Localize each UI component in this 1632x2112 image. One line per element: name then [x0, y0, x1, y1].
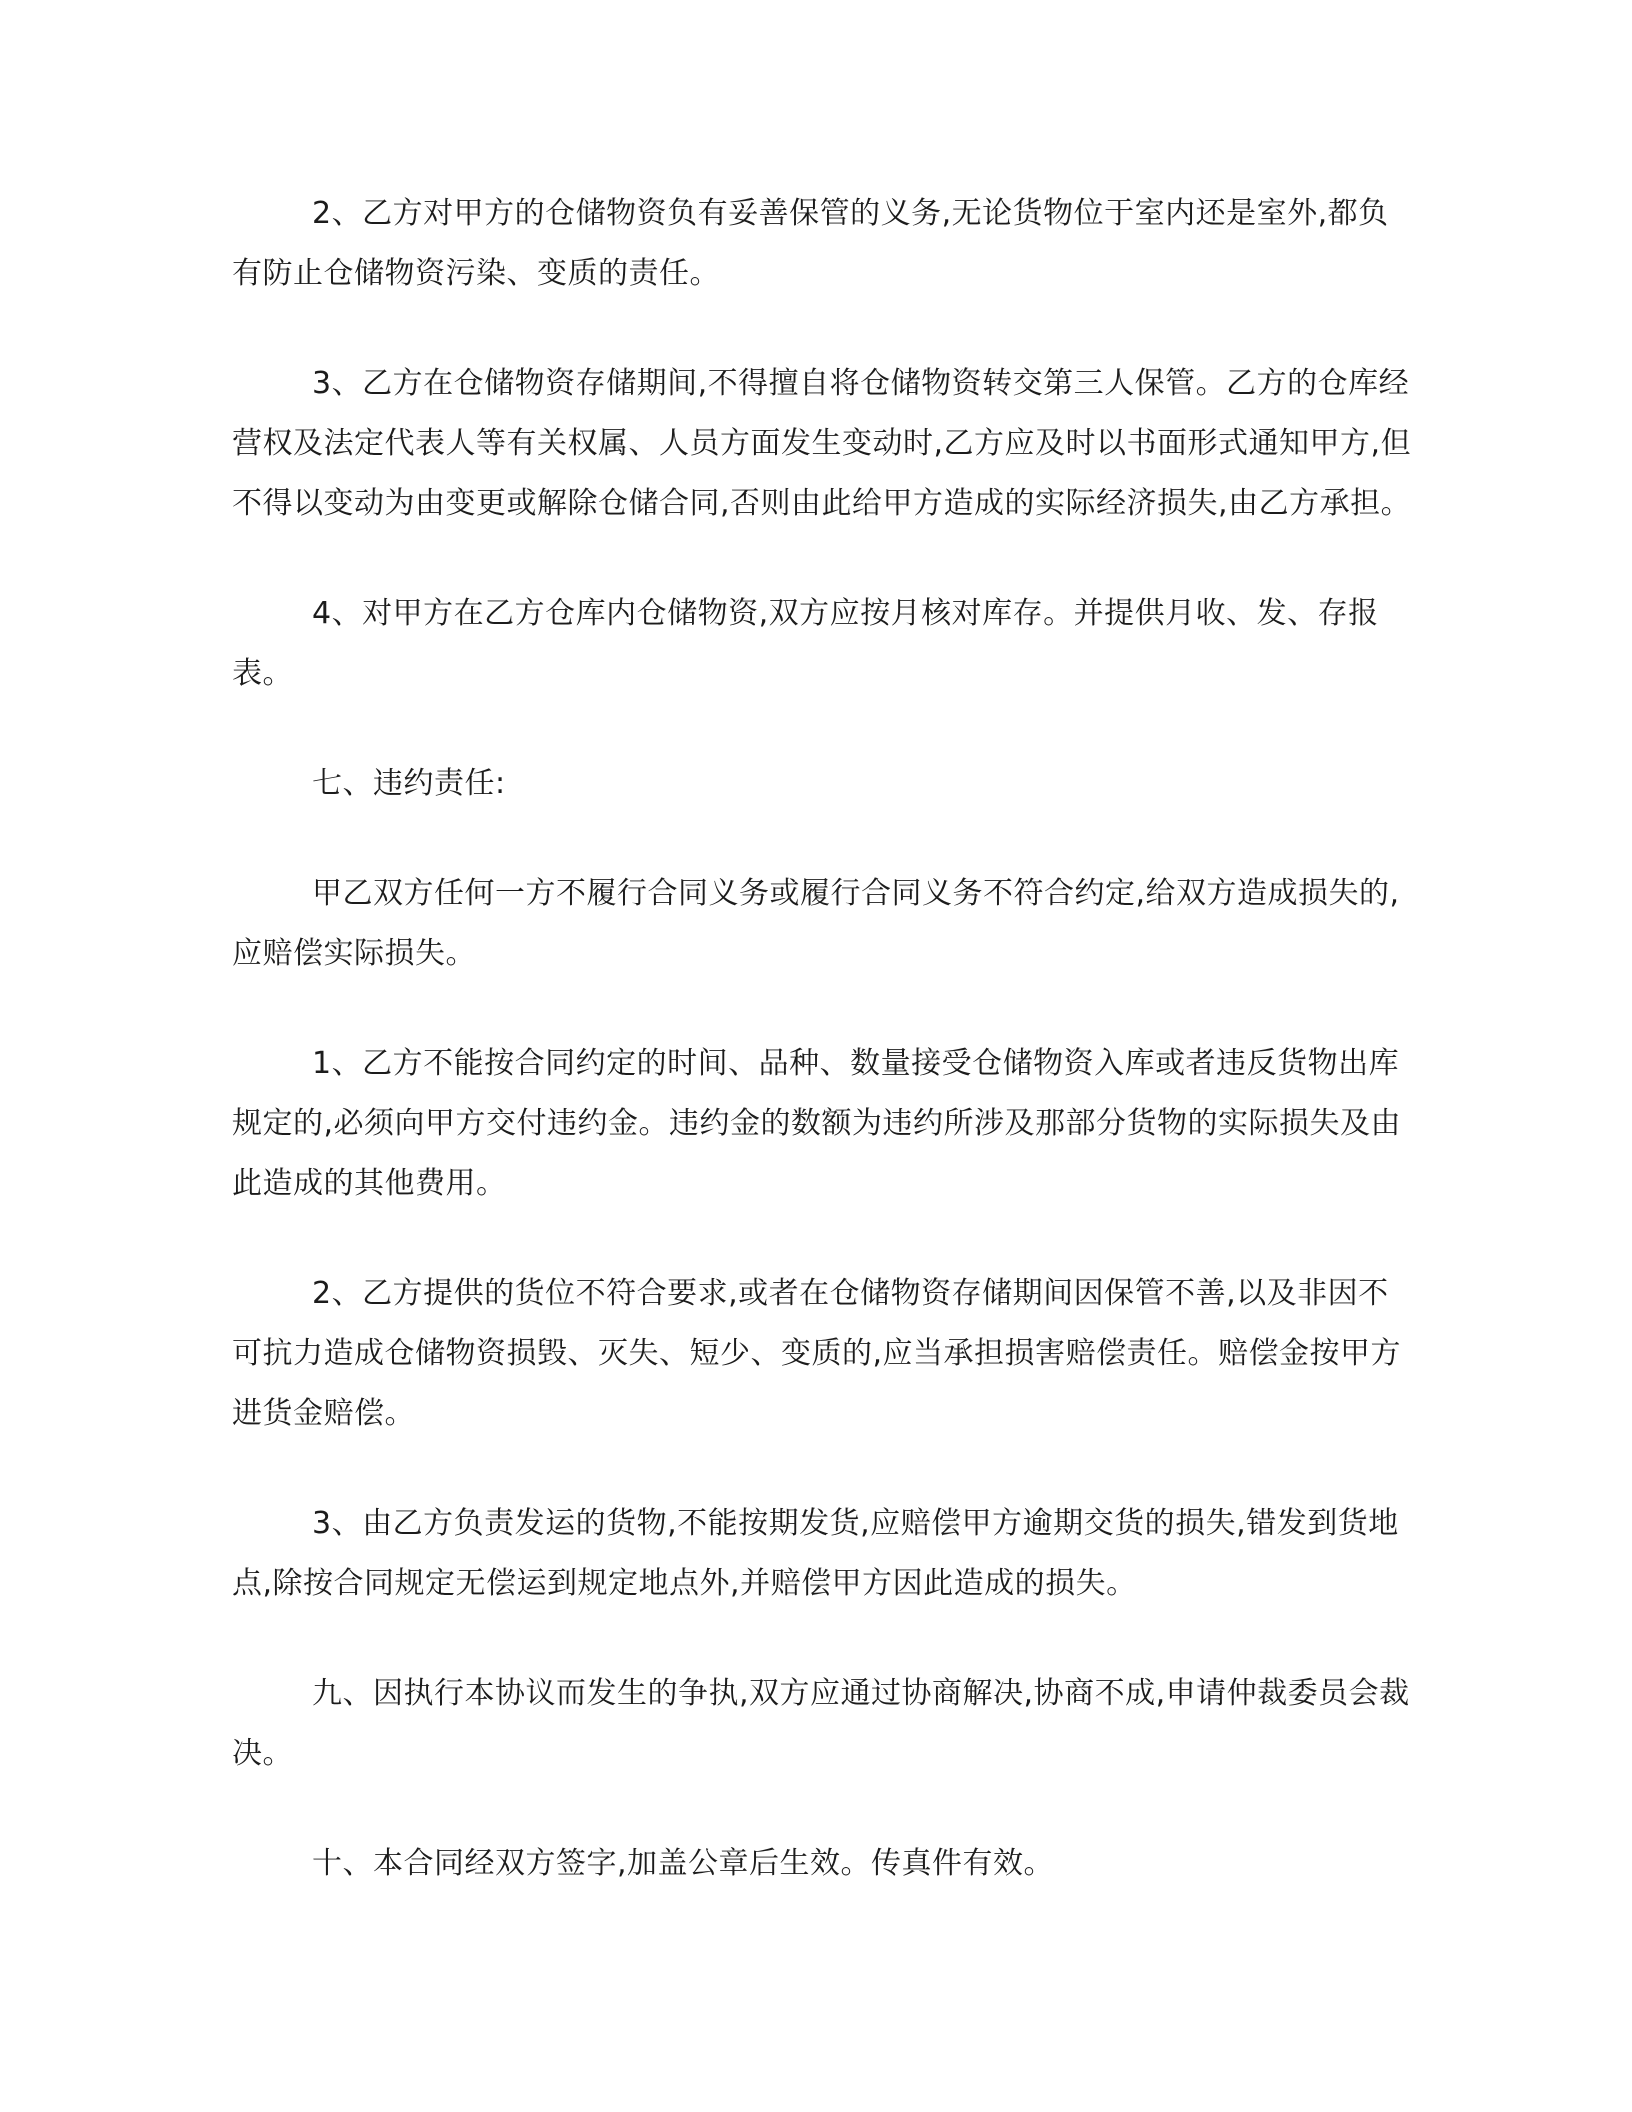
breach-clause-3: 3、由乙方负责发运的货物,不能按期发货,应赔偿甲方逾期交货的损失,错发到货地点,除按合同规定无偿运到规定地点外,并赔偿甲方因此造成的损失。: [232, 1506, 1399, 1601]
clause-3-no-transfer: 3、乙方在仓储物资存储期间,不得擅自将仓储物资转交第三人保管。乙方的仓库经营权及法定代表人等有关权属、人员方面发生变动时,乙方应及时以书面形式通知甲方,但不得以变动为由变更或解除仓储合同,否则由此给甲方造成的实际经济损失,由乙方承担。: [232, 366, 1412, 521]
breach-general-paragraph: 甲乙双方任何一方不履行合同义务或履行合同义务不符合约定,给双方造成损失的,应赔偿实际损失。: [232, 876, 1400, 971]
clause-2-storage-duty: 2、乙方对甲方的仓储物资负有妥善保管的义务,无论货物位于室内还是室外,都负有防止仓储物资污染、变质的责任。: [232, 196, 1389, 291]
document-page: [232, 184, 1412, 1944]
section-heading-breach-liability: 七、违约责任:: [312, 766, 506, 801]
breach-clause-1: 1、乙方不能按合同约定的时间、品种、数量接受仓储物资入库或者违反货物出库规定的,必须向甲方交付违约金。违约金的数额为违约所涉及那部分货物的实际损失及由此造成的其他费用。: [232, 1046, 1402, 1201]
breach-clause-2: 2、乙方提供的货位不符合要求,或者在仓储物资存储期间因保管不善,以及非因不可抗力造成仓储物资损毁、灭失、短少、变质的,应当承担损害赔偿责任。赔偿金按甲方进货金赔偿。: [232, 1276, 1402, 1431]
clause-4-inventory-check: 4、对甲方在乙方仓库内仓储物资,双方应按月核对库存。并提供月收、发、存报表。: [232, 596, 1379, 691]
section-9-dispute: 九、因执行本协议而发生的争执,双方应通过协商解决,协商不成,申请仲裁委员会裁决。: [232, 1676, 1410, 1771]
section-10-effectiveness: 十、本合同经双方签字,加盖公章后生效。传真件有效。: [312, 1846, 1055, 1881]
